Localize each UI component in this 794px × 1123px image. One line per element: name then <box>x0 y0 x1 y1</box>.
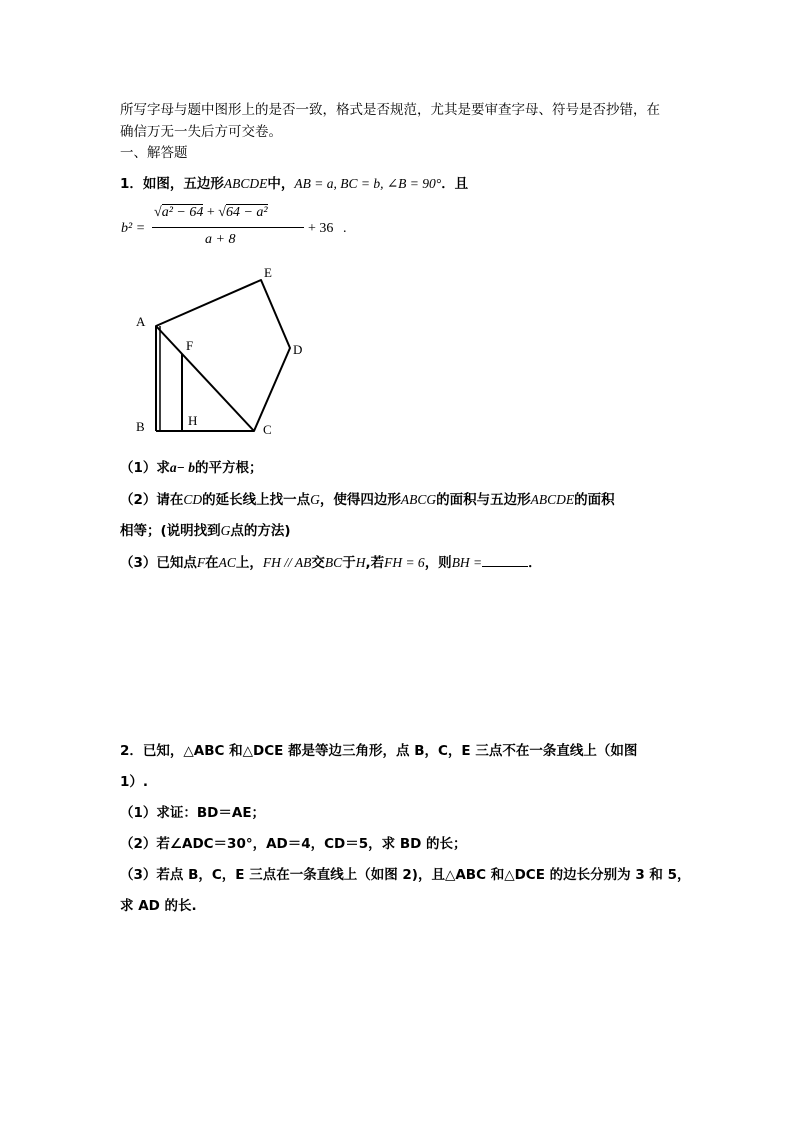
p1-suffix: 的平方根； <box>194 460 263 476</box>
formula-plus: + <box>206 205 215 220</box>
sqrt-icon: √ <box>154 205 162 220</box>
pentagon-outline <box>156 280 290 431</box>
p3-text-a: （3）已知点 <box>120 555 197 571</box>
q1-stem <box>120 172 468 192</box>
intro-line-2: 确信万无一失后方可交卷。 <box>120 124 282 140</box>
p3-cond: FH = 6 <box>384 555 425 570</box>
p3-text-g: ，则 <box>424 555 452 571</box>
p3-fh: FH // AB <box>262 555 312 570</box>
formula-numerator-2: 64 − a² <box>225 205 268 220</box>
p3-end: ． <box>528 555 542 571</box>
p3-bh: BH = <box>451 555 483 570</box>
q1-part-2-line-2 <box>120 519 291 539</box>
p2-text-e: 的面积 <box>574 492 615 508</box>
q1-part-1 <box>120 456 262 476</box>
label-c: C <box>263 422 272 437</box>
q1-part-2-line-1 <box>120 488 615 508</box>
label-a: A <box>136 314 146 329</box>
formula-rhs: + 36 <box>308 221 334 236</box>
section-title: 一、解答题 <box>120 145 188 161</box>
q2-part-3-line-2: 求 AD 的长. <box>120 898 197 914</box>
label-f: F <box>186 338 194 353</box>
p2-abcde: ABCDE <box>530 492 575 507</box>
label-b: B <box>136 419 145 434</box>
p3-text-e: 于 <box>342 555 356 571</box>
q1-stem-prefix: 如图，五边形 <box>142 176 224 192</box>
formula-numerator-1: a² − 64 <box>161 205 204 220</box>
q2-part-2: （2）若∠ADC＝30°，AD＝4，CD＝5，求 BD 的长； <box>120 836 467 852</box>
p3-text-b: 在 <box>205 555 219 571</box>
q1-stem-mid: 中， <box>267 176 295 192</box>
pentagon-figure <box>130 262 310 442</box>
p2-cd: CD <box>183 492 203 507</box>
p2-abcg: ABCG <box>400 492 437 507</box>
p2-text-a: （2）请在 <box>120 492 184 508</box>
q2-line-1: 2．已知，△ABC 和△DCE 都是等边三角形，点 B，C，E 三点不在一条直线上（如图 <box>120 743 638 759</box>
p3-ac: AC <box>218 555 236 570</box>
formula-end: . <box>343 221 347 236</box>
sqrt-icon: √ <box>218 205 226 220</box>
q1-stem-suffix: ．且 <box>441 176 469 192</box>
q2-line-2: 1）. <box>120 774 149 790</box>
p3-text-c: 上， <box>235 555 263 571</box>
p2-text-f: 相等；(说明找到 <box>120 523 221 539</box>
p1-expr: a− b <box>169 460 195 475</box>
q1-conditions: AB = a, BC = b, ∠B = 90° <box>294 176 442 191</box>
formula-numerator <box>154 205 268 221</box>
p3-text-d: 交 <box>311 555 325 571</box>
p3-f: F <box>196 555 206 570</box>
formula-denominator: a + 8 <box>205 232 236 247</box>
p2-g2: G <box>220 523 231 538</box>
label-h: H <box>188 413 198 428</box>
fraction-bar <box>152 227 304 228</box>
label-d: D <box>293 342 303 357</box>
q2-part-3: （3）若点 B，C，E 三点在一条直线上（如图 2)，且△ABC 和△DCE 的边长分别为 3 和 5， <box>120 867 691 883</box>
p2-text-g: 点的方法) <box>230 523 291 539</box>
formula-lhs: b² = <box>121 221 146 236</box>
p3-text-f: ,若 <box>365 555 385 571</box>
p3-bc: BC <box>324 555 343 570</box>
p2-text-d: 的面积与五边形 <box>436 492 531 508</box>
q1-number: 1． <box>120 176 143 192</box>
q1-part-3 <box>120 551 542 571</box>
p1-prefix: （1）求 <box>120 460 170 476</box>
q1-pentagon: ABCDE <box>223 176 268 191</box>
segment-ac <box>156 326 254 431</box>
answer-blank[interactable] <box>482 554 528 567</box>
p3-h: H <box>355 555 366 570</box>
label-e: E <box>264 265 272 280</box>
p2-g: G <box>310 492 320 507</box>
p2-text-c: ，使得四边形 <box>319 492 401 508</box>
p2-text-b: 的延长线上找一点 <box>202 492 311 508</box>
q2-part-1: （1）求证：BD＝AE； <box>120 805 266 821</box>
intro-line-1: 所写字母与题中图形上的是否一致，格式是否规范，尤其是要审查字母、符号是否抄错，在 <box>120 102 660 118</box>
